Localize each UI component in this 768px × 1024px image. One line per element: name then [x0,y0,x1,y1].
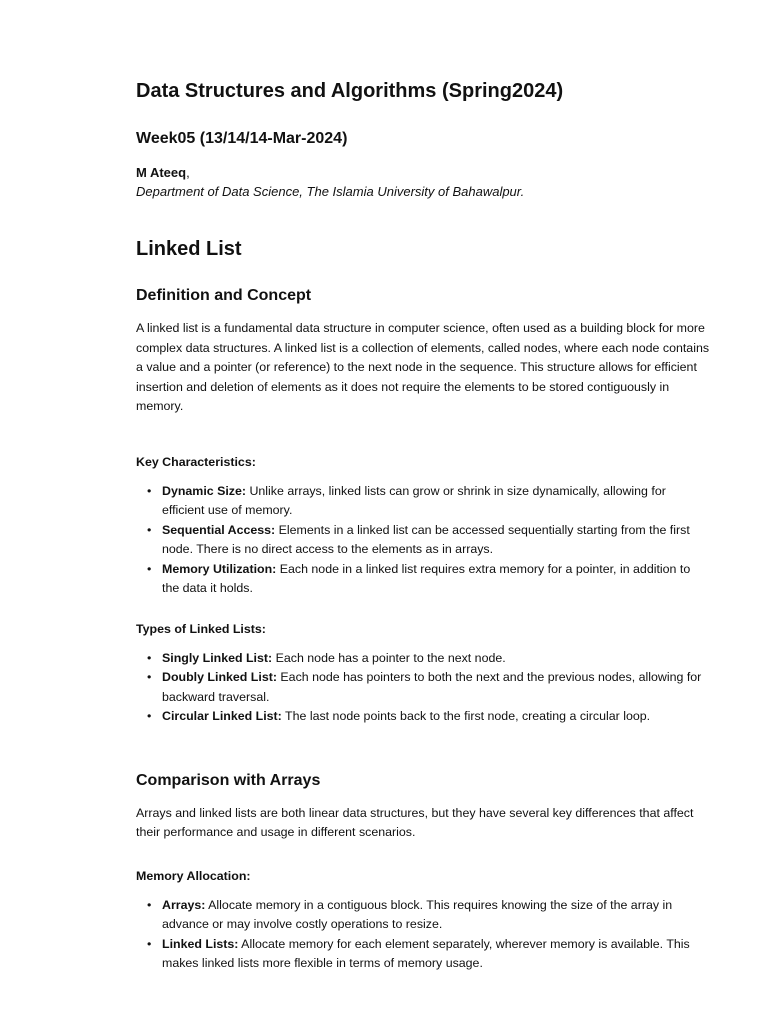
list-item-text: Allocate memory for each element separately, wherever memory is available. This makes linked lists more flexible in terms of memory usage. [162,936,690,970]
key-characteristics-label: Key Characteristics: [136,454,256,469]
list-item-term: Arrays: [162,897,206,912]
list-item-text: Each node has pointers to both the next and the previous nodes, allowing for backward traversal. [162,670,702,704]
author-block [136,163,710,201]
definition-paragraph: A linked list is a fundamental data structure in computer science, often used as a building block for more complex data structures. A linked list is a collection of elements, called nodes, where each node contains a value and a pointer (or reference) to the next node in the sequence. This structure allows for efficient insertion and deletion of elements as it does not require the elements to be stored contiguously in memory. [136,321,710,413]
bullet-icon: • [147,650,152,665]
bullet-icon: • [147,522,152,537]
list-item-term: Singly Linked List: [162,650,273,665]
list-item [147,482,710,521]
list-item-term: Dynamic Size: [162,483,247,498]
list-item-term: Sequential Access: [162,522,276,537]
list-item [147,935,710,974]
list-item-text: Each node has a pointer to the next node. [272,650,506,665]
memory-allocation-label: Memory Allocation: [136,868,251,883]
list-item-text: Unlike arrays, linked lists can grow or shrink in size dynamically, allowing for efficient use of memory. [162,483,666,517]
list-item-term: Circular Linked List: [162,709,282,723]
comparison-paragraph: Arrays and linked lists are both linear data structures, but they have several key differences that affect their performance and usage in different scenarios. [136,805,694,839]
list-item-text: Elements in a linked list can be accessed sequentially starting from the first node. There is no direct access to the elements as in arrays. [162,522,690,556]
list-item [147,707,710,727]
comparison-heading: Comparison with Arrays [136,771,321,789]
types-list [136,649,710,727]
document-page [136,78,710,974]
bullet-icon: • [147,561,152,576]
list-item-text: The last node points back to the first node, creating a circular loop. [281,709,651,723]
list-item-term: Doubly Linked List: [162,670,277,684]
list-item [147,668,710,707]
types-label: Types of Linked Lists: [136,621,266,636]
definition-heading: Definition and Concept [136,287,312,304]
list-item [147,896,710,935]
list-item-term: Linked Lists: [162,936,239,951]
bullet-icon: • [147,897,152,912]
author-separator: , [186,165,190,180]
bullet-icon: • [147,670,152,684]
author-affiliation: Department of Data Science, The Islamia University of Bahawalpur. [136,184,525,199]
bullet-icon: • [147,709,152,723]
document-title: Data Structures and Algorithms (Spring2024) [136,80,564,102]
list-item [147,649,710,669]
list-item-text: Each node in a linked list requires extra memory for a pointer, in addition to the data it holds. [162,561,691,595]
list-item-text: Allocate memory in a contiguous block. This requires knowing the size of the array in advance or may involve costly operations to resize. [162,897,673,931]
section-title: Linked List [136,238,242,260]
bullet-icon: • [147,483,152,498]
list-item [147,521,710,560]
week-title: Week05 (13/14/14-Mar-2024) [136,130,348,147]
bullet-icon: • [147,936,152,951]
list-item-term: Memory Utilization: [162,561,277,576]
list-item [147,560,710,599]
author-name: M Ateeq [136,165,187,180]
memory-allocation-list [136,896,710,974]
key-characteristics-list [136,482,710,599]
